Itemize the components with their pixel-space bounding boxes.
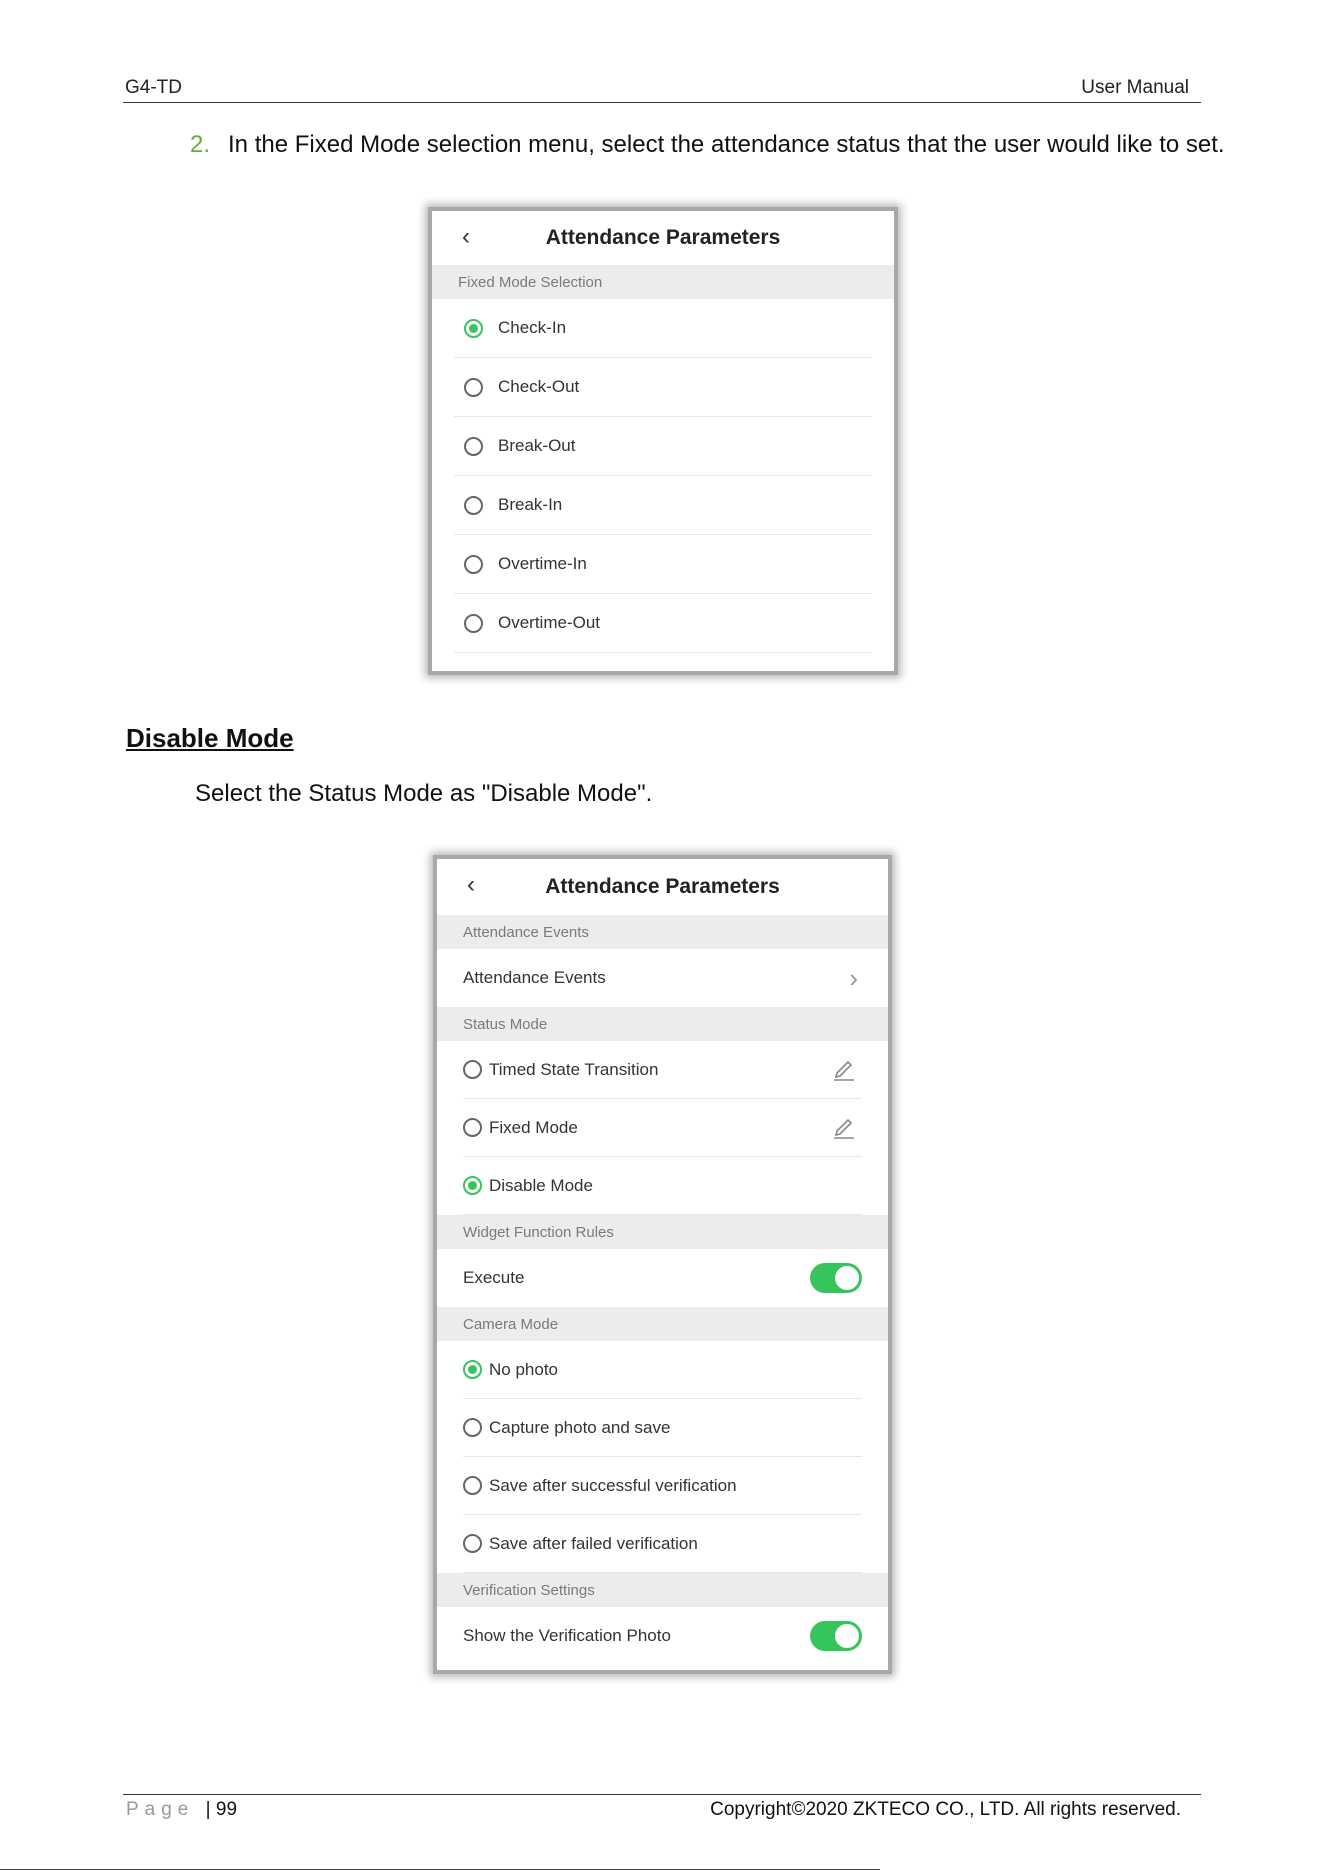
attendance-events-row[interactable] [437,949,888,1007]
execute-label: Execute [463,1268,525,1287]
radio-unselected-icon[interactable] [463,1534,482,1553]
camera-mode-option[interactable] [463,1399,862,1457]
header-left: G4-TD [125,77,182,98]
back-chevron-icon[interactable]: ‹ [467,871,475,898]
status-mode-option-label: Fixed Mode [489,1117,578,1137]
section-camera-mode: Camera Mode [437,1307,888,1341]
attendance-events-label: Attendance Events [463,968,606,987]
radio-selected-icon[interactable] [463,1360,482,1379]
radio-unselected-icon[interactable] [463,1118,482,1137]
status-mode-option[interactable] [463,1041,862,1099]
fixed-mode-option[interactable] [454,299,872,358]
camera-mode-option[interactable] [463,1341,862,1399]
chevron-right-icon: › [849,962,858,993]
section-fixed-mode-selection: Fixed Mode Selection [432,265,894,299]
footer-rule [123,1794,1201,1795]
fixed-mode-option[interactable] [454,417,872,476]
header-right: User Manual [1081,77,1189,98]
show-verification-photo-row [437,1607,888,1665]
fixed-mode-option-label: Break-Out [498,436,576,455]
footer-copyright: Copyright©2020 ZKTECO CO., LTD. All rights reserved. [710,1799,1181,1820]
radio-unselected-icon[interactable] [464,555,483,574]
fixed-mode-option[interactable] [454,476,872,535]
instruction-paragraph: Select the Status Mode as "Disable Mode". [195,780,653,807]
radio-selected-icon[interactable] [464,319,483,338]
fixed-mode-option[interactable] [454,535,872,594]
camera-mode-option[interactable] [463,1515,862,1573]
fixed-mode-option-label: Overtime-In [498,554,587,573]
status-mode-option-label: Timed State Transition [489,1059,659,1079]
radio-unselected-icon[interactable] [463,1060,482,1079]
screen-title: Attendance Parameters [545,226,781,249]
fixed-mode-option-label: Break-In [498,495,563,514]
fixed-mode-option-label: Check-Out [498,377,580,396]
edit-pencil-icon[interactable] [832,1114,856,1140]
execute-toggle[interactable] [810,1263,862,1293]
camera-mode-option-label: No photo [489,1359,558,1379]
disable-mode-screenshot [433,855,892,1674]
bottom-rule [0,1869,880,1870]
section-attendance-events: Attendance Events [437,915,888,949]
status-mode-option-label: Disable Mode [489,1175,593,1195]
radio-selected-icon[interactable] [463,1176,482,1195]
fixed-mode-option-label: Overtime-Out [498,613,601,632]
step-text: In the Fixed Mode selection menu, select the attendance status that the user would like to set. [228,131,1225,158]
fixed-mode-option[interactable] [454,594,872,653]
step-number: 2. [190,131,211,158]
fixed-mode-option-label: Check-In [498,318,567,337]
edit-pencil-icon[interactable] [832,1056,856,1082]
radio-unselected-icon[interactable] [464,614,483,633]
status-mode-option[interactable] [463,1157,862,1215]
camera-mode-option[interactable] [463,1457,862,1515]
section-status-mode: Status Mode [437,1007,888,1041]
fixed-mode-screenshot [428,207,898,675]
fixed-mode-option[interactable] [454,358,872,417]
radio-unselected-icon[interactable] [464,437,483,456]
camera-mode-option-label: Save after failed verification [489,1533,698,1553]
camera-mode-option-label: Capture photo and save [489,1417,671,1437]
radio-unselected-icon[interactable] [463,1418,482,1437]
show-verification-photo-label: Show the Verification Photo [463,1626,671,1645]
title-bar [432,211,894,265]
back-chevron-icon[interactable]: ‹ [462,223,470,250]
radio-unselected-icon[interactable] [464,496,483,515]
camera-mode-option-label: Save after successful verification [489,1475,737,1495]
execute-row [437,1249,888,1307]
section-verification-settings: Verification Settings [437,1573,888,1607]
section-heading: Disable Mode [126,723,294,753]
page-number: | 99 [205,1799,238,1820]
show-verification-photo-toggle[interactable] [810,1621,862,1651]
title-bar [437,859,888,915]
radio-unselected-icon[interactable] [463,1476,482,1495]
section-widget-function-rules: Widget Function Rules [437,1215,888,1249]
screen-title: Attendance Parameters [545,875,780,898]
page-label: Page [126,1799,195,1820]
radio-unselected-icon[interactable] [464,378,483,397]
footer-page [126,1799,237,1821]
status-mode-option[interactable] [463,1099,862,1157]
header-rule [123,102,1201,103]
step-instruction [190,131,1225,159]
